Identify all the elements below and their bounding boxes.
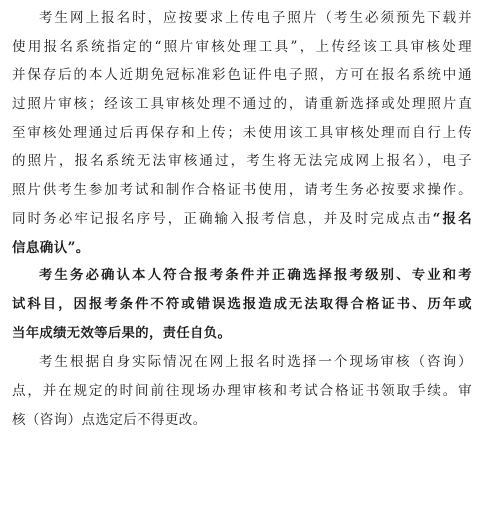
text-line: 至审核处理通过后再保存和上传；未使用该工具审核处理而自行上传 [12, 124, 472, 141]
paragraph-eligibility [12, 262, 472, 348]
text-line: 并保存后的本人近期免冠标准彩色证件电子照，方可在报名系统中通 [12, 67, 472, 84]
text-segment: 同时务必牢记报名序号，正确输入报考信息，并及时完成点击 [12, 210, 433, 227]
paragraph-review-site [12, 348, 472, 434]
document-body [12, 4, 472, 434]
paragraph-photo-upload [12, 4, 472, 262]
text-line: 照片供考生参加考试和制作合格证书使用，请考生务必按要求操作。 [12, 182, 472, 199]
text-line [12, 234, 472, 263]
text-line: 试科目，因报考条件不符或错误选报造成无法取得合格证书、历年或 [12, 296, 472, 312]
text-line: 考生根据自身实际情况在网上报名时选择一个现场审核（咨询） [39, 354, 472, 371]
emphasis-text: 信息确认”。 [12, 239, 90, 256]
emphasis-text: “报名 [432, 210, 472, 227]
text-line-with-emphasis [12, 205, 472, 234]
text-line: 点，并在规定的时间前往现场办理审核和考试合格证书领取手续。审 [12, 382, 472, 399]
text-line: 考生网上报名时，应按要求上传电子照片（考生必须预先下载并 [39, 10, 472, 26]
text-line: 过照片审核；经该工具审核处理不通过的，请重新选择或处理照片直 [12, 96, 472, 113]
text-line: 考生务必确认本人符合报考条件并正确选择报考级别、专业和考 [39, 268, 472, 284]
text-line: 使用报名系统指定的“照片审核处理工具”，上传经该工具审核处理 [12, 38, 472, 55]
text-line: 核（咨询）点选定后不得更改。 [12, 411, 207, 428]
text-line: 的照片，报名系统无法审核通过，考生将无法完成网上报名），电子 [12, 153, 472, 170]
text-line: 当年成绩无效等后果的，责任自负。 [12, 325, 232, 341]
